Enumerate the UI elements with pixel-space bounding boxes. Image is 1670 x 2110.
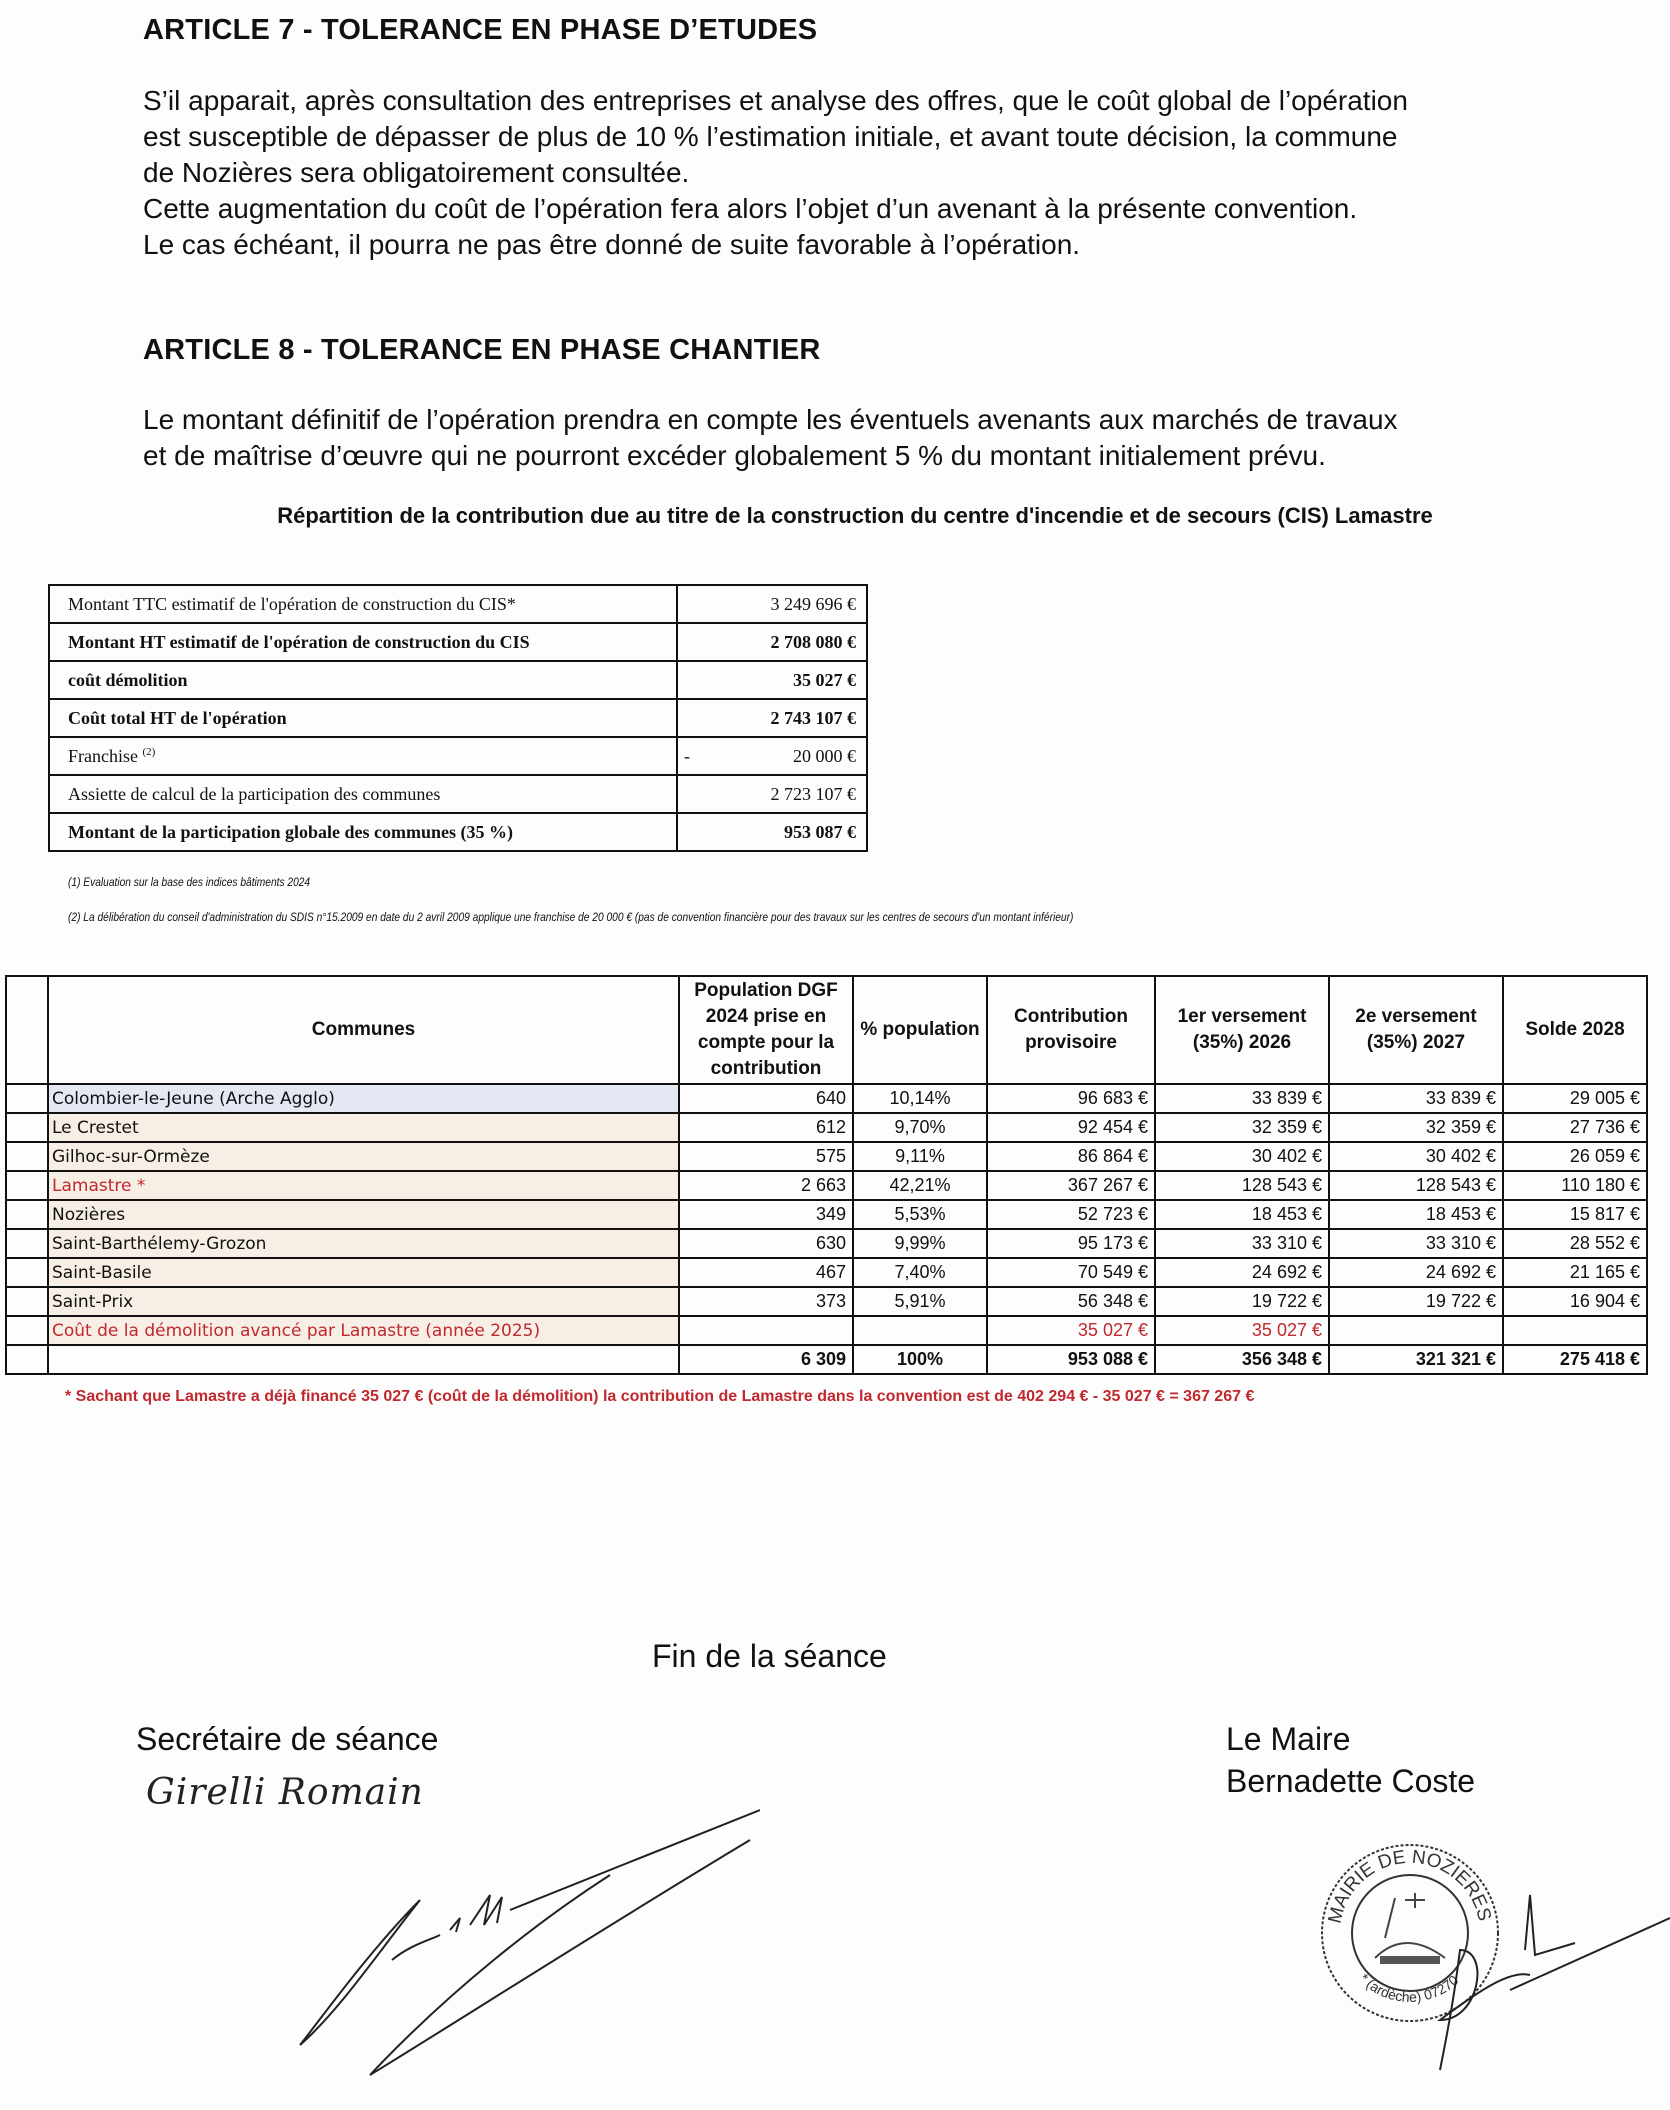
header-contribution: Contribution provisoire	[987, 976, 1155, 1084]
commune-v2: 19 722 €	[1329, 1287, 1503, 1316]
summary-row	[49, 737, 867, 775]
summary-table	[48, 584, 868, 852]
secretaire-handwritten-name: Girelli Romain	[146, 1772, 424, 1813]
commune-solde: 26 059 €	[1503, 1142, 1647, 1171]
commune-row	[6, 1142, 1647, 1171]
blank-cell	[6, 1258, 48, 1287]
blank-cell	[6, 1345, 48, 1374]
commune-v1: 30 402 €	[1155, 1142, 1329, 1171]
commune-pct: 5,53%	[853, 1200, 987, 1229]
commune-contribution: 92 454 €	[987, 1113, 1155, 1142]
summary-value: 2 708 080 €	[677, 623, 867, 661]
commune-row	[6, 1084, 1647, 1113]
commune-name: Nozières	[48, 1200, 679, 1229]
summary-label: Montant HT estimatif de l'opération de construction du CIS	[49, 623, 677, 661]
summary-row	[49, 813, 867, 851]
commune-name: Le Crestet	[48, 1113, 679, 1142]
secretary-signature-icon	[280, 1780, 760, 2110]
commune-population: 373	[679, 1287, 853, 1316]
article-7-heading: ARTICLE 7 - TOLERANCE EN PHASE D’ETUDES	[143, 14, 818, 46]
article-8-body	[143, 402, 1603, 474]
summary-row	[49, 585, 867, 623]
summary-row	[49, 775, 867, 813]
total-v1: 356 348 €	[1155, 1345, 1329, 1374]
summary-label: Montant TTC estimatif de l'opération de construction du CIS*	[49, 585, 677, 623]
fin-seance: Fin de la séance	[652, 1638, 887, 1674]
commune-contribution: 367 267 €	[987, 1171, 1155, 1200]
commune-solde: 27 736 €	[1503, 1113, 1647, 1142]
summary-label: coût démolition	[49, 661, 677, 699]
commune-pct	[853, 1316, 987, 1345]
commune-pct: 9,70%	[853, 1113, 987, 1142]
commune-v2: 30 402 €	[1329, 1142, 1503, 1171]
commune-pct: 42,21%	[853, 1171, 987, 1200]
header-solde: Solde 2028	[1503, 976, 1647, 1084]
franchise-value: 20 000 €	[793, 745, 856, 766]
footnote-ref: (2)	[142, 745, 156, 758]
commune-pct: 5,91%	[853, 1287, 987, 1316]
summary-value: 2 743 107 €	[677, 699, 867, 737]
commune-v2: 128 543 €	[1329, 1171, 1503, 1200]
commune-v1: 24 692 €	[1155, 1258, 1329, 1287]
summary-label: Coût total HT de l'opération	[49, 699, 677, 737]
total-label	[48, 1345, 679, 1374]
blank-cell	[6, 1287, 48, 1316]
total-row	[6, 1345, 1647, 1374]
total-v2: 321 321 €	[1329, 1345, 1503, 1374]
commune-v1: 32 359 €	[1155, 1113, 1329, 1142]
repartition-title: Répartition de la contribution due au titre de la construction du centre d'incendie et de secours (CIS) Lamastre	[277, 503, 1433, 528]
commune-contribution: 52 723 €	[987, 1200, 1155, 1229]
summary-value: 953 087 €	[677, 813, 867, 851]
commune-solde: 16 904 €	[1503, 1287, 1647, 1316]
blank-cell	[6, 1229, 48, 1258]
commune-pct: 9,99%	[853, 1229, 987, 1258]
commune-population: 349	[679, 1200, 853, 1229]
summary-value: 3 249 696 €	[677, 585, 867, 623]
header-communes: Communes	[48, 976, 679, 1084]
commune-v2: 33 839 €	[1329, 1084, 1503, 1113]
commune-name: Lamastre *	[48, 1171, 679, 1200]
commune-row	[6, 1171, 1647, 1200]
summary-row	[49, 661, 867, 699]
footnote-1: (1) Evaluation sur la base des indices bâtiments 2024	[68, 875, 311, 889]
commune-contribution: 56 348 €	[987, 1287, 1155, 1316]
commune-contribution: 95 173 €	[987, 1229, 1155, 1258]
secretaire-label: Secrétaire de séance	[136, 1721, 439, 1757]
article-7-line: est susceptible de dépasser de plus de 10 % l’estimation initiale, et avant toute décision, la commune	[143, 121, 1398, 152]
summary-value: 2 723 107 €	[677, 775, 867, 813]
commune-v1: 128 543 €	[1155, 1171, 1329, 1200]
commune-solde	[1503, 1316, 1647, 1345]
summary-value: 35 027 €	[677, 661, 867, 699]
svg-text:* (ardèche) 07270: * (ardèche) 07270	[1356, 1970, 1462, 2006]
commune-solde: 110 180 €	[1503, 1171, 1647, 1200]
communes-table	[5, 975, 1648, 1375]
article-7-line: Cette augmentation du coût de l’opération fera alors l’objet d’un avenant à la présente convention.	[143, 193, 1358, 224]
commune-name: Saint-Barthélemy-Grozon	[48, 1229, 679, 1258]
commune-solde: 29 005 €	[1503, 1084, 1647, 1113]
commune-population	[679, 1316, 853, 1345]
commune-name: Saint-Basile	[48, 1258, 679, 1287]
commune-v2: 33 310 €	[1329, 1229, 1503, 1258]
blank-header	[6, 976, 48, 1084]
summary-label: Montant de la participation globale des communes (35 %)	[49, 813, 677, 851]
header-v1: 1er versement (35%) 2026	[1155, 976, 1329, 1084]
blank-cell	[6, 1142, 48, 1171]
summary-value	[677, 737, 867, 775]
commune-contribution: 86 864 €	[987, 1142, 1155, 1171]
commune-v2: 32 359 €	[1329, 1113, 1503, 1142]
commune-solde: 28 552 €	[1503, 1229, 1647, 1258]
commune-name: Saint-Prix	[48, 1287, 679, 1316]
summary-label	[49, 737, 677, 775]
commune-row	[6, 1316, 1647, 1345]
blank-cell	[6, 1113, 48, 1142]
commune-pct: 10,14%	[853, 1084, 987, 1113]
commune-row	[6, 1229, 1647, 1258]
commune-v1: 19 722 €	[1155, 1287, 1329, 1316]
commune-population: 467	[679, 1258, 853, 1287]
blank-cell	[6, 1316, 48, 1345]
blank-cell	[6, 1171, 48, 1200]
commune-solde: 21 165 €	[1503, 1258, 1647, 1287]
commune-v2: 18 453 €	[1329, 1200, 1503, 1229]
mayor-signature-icon	[1420, 1880, 1670, 2080]
header-population: Population DGF 2024 prise en compte pour la contribution	[679, 976, 853, 1084]
commune-population: 640	[679, 1084, 853, 1113]
article-7-line: Le cas échéant, il pourra ne pas être donné de suite favorable à l’opération.	[143, 229, 1081, 260]
commune-name: Colombier-le-Jeune (Arche Agglo)	[48, 1084, 679, 1113]
franchise-label: Franchise	[68, 745, 138, 766]
communes-header-row	[6, 976, 1647, 1084]
article-8-line: et de maîtrise d’œuvre qui ne pourront excéder globalement 5 % du montant initialement prévu.	[143, 440, 1326, 471]
commune-population: 612	[679, 1113, 853, 1142]
maire-label: Le Maire	[1226, 1721, 1351, 1757]
commune-v2: 24 692 €	[1329, 1258, 1503, 1287]
commune-v1: 33 310 €	[1155, 1229, 1329, 1258]
commune-row	[6, 1258, 1647, 1287]
summary-label: Assiette de calcul de la participation des communes	[49, 775, 677, 813]
minus-sign: -	[684, 745, 690, 766]
commune-row	[6, 1287, 1647, 1316]
commune-contribution: 35 027 €	[987, 1316, 1155, 1345]
commune-population: 2 663	[679, 1171, 853, 1200]
commune-contribution: 96 683 €	[987, 1084, 1155, 1113]
commune-pct: 9,11%	[853, 1142, 987, 1171]
total-solde: 275 418 €	[1503, 1345, 1647, 1374]
blank-cell	[6, 1200, 48, 1229]
commune-v2	[1329, 1316, 1503, 1345]
summary-row	[49, 623, 867, 661]
total-pop: 6 309	[679, 1345, 853, 1374]
article-7-line: de Nozières sera obligatoirement consultée.	[143, 157, 690, 188]
lamastre-note: * Sachant que Lamastre a déjà financé 35 027 € (coût de la démolition) la contribution de Lamastre dans la convention est de 402 294 € - 35 027 € = 367 267 €	[65, 1388, 1255, 1405]
commune-row	[6, 1200, 1647, 1229]
commune-v1: 18 453 €	[1155, 1200, 1329, 1229]
commune-row	[6, 1113, 1647, 1142]
commune-pct: 7,40%	[853, 1258, 987, 1287]
maire-name: Bernadette Coste	[1226, 1763, 1476, 1799]
header-v2: 2e versement (35%) 2027	[1329, 976, 1503, 1084]
commune-contribution: 70 549 €	[987, 1258, 1155, 1287]
commune-name: Coût de la démolition avancé par Lamastre (année 2025)	[48, 1316, 679, 1345]
commune-population: 630	[679, 1229, 853, 1258]
commune-v1: 35 027 €	[1155, 1316, 1329, 1345]
article-7-line: S’il apparait, après consultation des entreprises et analyse des offres, que le coût global de l’opération	[143, 85, 1408, 116]
svg-text:MAIRIE DE NOZIERES: MAIRIE DE NOZIERES	[1324, 1846, 1495, 1926]
commune-v1: 33 839 €	[1155, 1084, 1329, 1113]
header-pct: % population	[853, 976, 987, 1084]
article-8-heading: ARTICLE 8 - TOLERANCE EN PHASE CHANTIER	[143, 334, 821, 366]
footnote-2: (2) La délibération du conseil d'administration du SDIS n°15.2009 en date du 2 avril 2009 applique une franchise de 20 000 € (pas de convention financière pour des travaux sur les centres de secours d'un montant inférieur)	[68, 910, 1074, 924]
commune-name: Gilhoc-sur-Ormèze	[48, 1142, 679, 1171]
commune-solde: 15 817 €	[1503, 1200, 1647, 1229]
blank-cell	[6, 1084, 48, 1113]
total-contribution: 953 088 €	[987, 1345, 1155, 1374]
summary-row	[49, 699, 867, 737]
article-7-body	[143, 83, 1603, 263]
commune-population: 575	[679, 1142, 853, 1171]
article-8-line: Le montant définitif de l’opération prendra en compte les éventuels avenants aux marchés de travaux	[143, 404, 1398, 435]
total-pct: 100%	[853, 1345, 987, 1374]
